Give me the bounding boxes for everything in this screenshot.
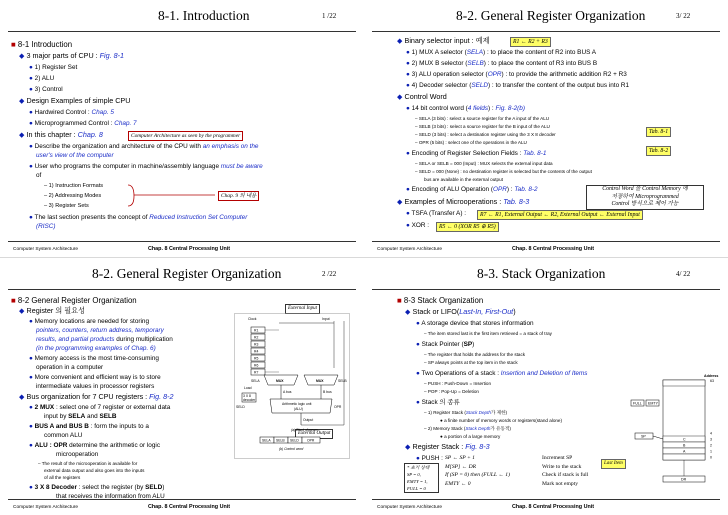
title-rule: [8, 289, 356, 290]
list-item: ● 14 bit control word (4 fields) : Fig. 8-2(b): [406, 105, 525, 112]
sub-sub-item: ● a portion of a large memory: [440, 434, 501, 439]
title-rule: [372, 289, 720, 290]
slide-register-org-3: [364, 0, 728, 257]
svg-text:Clock: Clock: [248, 317, 257, 321]
address-3: 3: [710, 437, 712, 442]
chap9-box: Chap. 9 의 내용: [218, 191, 259, 201]
title-rule: [8, 31, 356, 32]
sub-item: – The item stored last is the first item retrieved = a stack of tray: [424, 331, 552, 336]
external-input-label: External Input: [285, 304, 320, 314]
note-box: Computer Architecture as seen by the programmer: [128, 131, 243, 141]
slide-title: 8-1. Introduction: [158, 8, 250, 23]
sub-item: – 3) Register Sets: [44, 203, 89, 209]
list-item: ● Describe the organization and architecture of the CPU with an emphasis on the: [29, 143, 259, 150]
slide-title: 8-3. Stack Organization: [477, 266, 606, 281]
full-flag: FULL: [633, 401, 642, 406]
slide-introduction: [0, 0, 364, 257]
svg-text:R5: R5: [254, 356, 259, 361]
address-top: 63: [710, 379, 714, 383]
list-item: ● A storage device that stores information: [416, 320, 534, 327]
register-r2: [251, 334, 265, 340]
stack-item-c: C: [683, 437, 686, 442]
list-item: ● Stack Pointer (SP): [416, 341, 475, 348]
address-label: Address: [704, 374, 719, 378]
sub-item: – SELD = 000 (None) : no destination register is selected but the contents of the output: [415, 169, 592, 174]
list-item-continued: (RISC): [36, 223, 56, 230]
emty-flag: EMTY: [648, 401, 658, 406]
sub-item: – OPR (5 bits) : select one of the operations in the ALU: [415, 140, 527, 145]
list-item-continued: intermediate values in processor registers: [36, 383, 155, 390]
list-item: ● 3 X 8 Decoder : select the register (by SELD): [29, 484, 165, 491]
sub-item: – 2) Addressing Modes: [44, 193, 102, 199]
svg-text:decoder: decoder: [243, 398, 256, 402]
push-steps: SP ← SP + 1 M[SP] ← DR If (SP = 0) then (FULL ← 1) EMTY ← 0: [445, 455, 510, 487]
slide-title: 8-2. General Register Organization: [92, 266, 282, 281]
register-r5: [251, 355, 265, 361]
list-item: ● User who programs the computer in machine/assembly language must be aware: [29, 163, 263, 170]
sub-item: – The result of the microoperation is available for: [38, 461, 138, 466]
list-item: ● Memory access is the most time-consuming: [29, 355, 159, 362]
list-item: ● The last section presents the concept of Reduced Instruction Set Computer: [29, 214, 248, 221]
svg-text:SELA: SELA: [251, 379, 260, 383]
list-item: ● Encoding of Register Selection Fields : Tab. 8-1: [406, 150, 547, 157]
list-item: ◆ Register Stack : Fig. 8-3: [405, 442, 490, 451]
title-rule: [372, 31, 720, 32]
dr-register: DR: [681, 477, 687, 482]
sub-item: – SP always points at the top item in the stack: [424, 360, 518, 365]
footer-rule: [8, 241, 356, 242]
footer-center: Chap. 8 Central Processing Unit: [512, 246, 595, 252]
sub-item: – PUSH : Push-Down = Insertion: [424, 381, 492, 386]
address-4: 4: [710, 431, 712, 436]
list-item-continued: common ALU: [44, 432, 83, 439]
footer-left: Computer System Architecture: [13, 247, 79, 252]
svg-text:MUX: MUX: [316, 379, 324, 383]
footer-rule: [8, 499, 356, 500]
svg-text:(b) Control word: (b) Control word: [279, 447, 304, 451]
svg-text:Arithmetic logic unit: Arithmetic logic unit: [282, 402, 312, 406]
address-0: 0: [710, 455, 712, 460]
slide-title: 8-2. General Register Organization: [456, 8, 646, 23]
stack-item-a: A: [683, 449, 686, 454]
svg-text:MUX: MUX: [276, 379, 284, 383]
list-item: ● BUS A and BUS B : form the inputs to a: [29, 423, 149, 430]
list-item: ● Encoding of ALU Operation (OPR) : Tab. 8-2: [406, 186, 538, 193]
sub-item-continued: external data output and also goes into the inputs: [44, 468, 145, 473]
list-item: ● TSFA (Transfer A) :: [406, 210, 466, 217]
footer-left: Computer System Architecture: [13, 505, 79, 510]
register-stack-diagram: [599, 370, 724, 500]
svg-text:Load: Load: [244, 386, 252, 390]
svg-text:OPR: OPR: [334, 405, 342, 409]
footer-rule: [372, 499, 720, 500]
sub-item: – SELB (3 bits) : select a source register for the B input of the ALU: [415, 124, 550, 129]
xor-formula: R5 ← 0 (XOR R5 ⊕ R5): [436, 222, 499, 232]
list-item: ◆ In this chapter : Chap. 8: [19, 130, 103, 139]
sub-item-continued: bus are available in the external output: [424, 177, 503, 182]
external-output-label: External Output: [295, 429, 333, 439]
svg-text:OPR: OPR: [307, 438, 315, 443]
svg-text:SELD: SELD: [236, 405, 245, 409]
svg-text:Output: Output: [303, 418, 314, 422]
list-item: ◆ Register 의 필요성: [19, 306, 86, 315]
list-item: ● 3) Control: [29, 86, 63, 93]
sp-register: SP: [641, 434, 646, 439]
list-item: ● 4) Decoder selector (SELD) : to transfer the content of the output bus into R1: [406, 82, 630, 89]
svg-text:A bus: A bus: [283, 390, 292, 394]
svg-text:R6: R6: [254, 363, 259, 368]
list-item-continued: microoperation: [56, 451, 99, 458]
list-item-continued: input by SELA and SELB: [44, 413, 117, 420]
tab82-box: Tab. 8-2: [646, 146, 671, 156]
bus-organization-diagram: [234, 313, 350, 473]
list-item: ● 2) ALU: [29, 75, 55, 82]
list-item-continued: pointers, counters, return address, temporary: [36, 327, 164, 334]
list-item: ◆ Examples of Microoperations : Tab. 8-3: [397, 197, 530, 206]
svg-text:R7: R7: [254, 370, 259, 375]
heading-item: ■ 8-2 General Register Organization: [11, 296, 137, 305]
svg-text:B bus: B bus: [323, 390, 332, 394]
svg-text:SELD: SELD: [290, 438, 299, 443]
sub-item: – The register that holds the address for the stack: [424, 352, 526, 357]
list-item: ◆ Design Examples of simple CPU: [19, 96, 131, 105]
sub-sub-item: ● a finite number of memory words or registers(stand alone): [440, 418, 563, 423]
list-item: ● 2) MUX B selector (SELB) : to place the content of R3 into BUS B: [406, 60, 598, 67]
footer-rule: [372, 241, 720, 242]
list-item-continued: operation in a computer: [36, 364, 104, 371]
list-item: ◆ Control Word: [397, 92, 447, 101]
list-item: ◆ Binary selector input : 예제: [397, 36, 490, 45]
address-1: 1: [710, 449, 712, 454]
list-item: ● Microprogrammed Control : Chap. 7: [29, 120, 137, 127]
push-notes: Increment SP Write to the stack Check if stack is full Mark not empty: [542, 455, 589, 487]
control-word-fields: [260, 437, 320, 443]
slide-register-org-2: [0, 258, 364, 515]
heading-item: ■ 8-3 Stack Organization: [397, 296, 484, 305]
list-item: ● More convenient and efficient way is to store: [29, 374, 161, 381]
svg-text:(ALU): (ALU): [294, 407, 303, 411]
svg-text:(a) Block diagram: (a) Block diagram: [291, 428, 318, 432]
heading-item: ■ 8-1 Introduction: [11, 40, 73, 49]
sub-item: – POP : Pop-Up = Deletion: [424, 389, 479, 394]
register-r3: [251, 341, 265, 347]
list-item-continued: (in the programming examples of Chap. 6): [36, 345, 156, 352]
list-item: ● Memory locations are needed for storing: [29, 318, 150, 325]
sub-item-continued: of all the registers: [44, 475, 81, 480]
list-item: ● 1) MUX A selector (SELA) : to place the content of R2 into BUS A: [406, 49, 597, 56]
list-item: ● PUSH :: [416, 455, 443, 462]
slide-stack-organization: [364, 258, 728, 515]
page-number: 1 /22: [322, 12, 337, 20]
list-item-continued: that receives the information from ALU: [56, 493, 165, 500]
svg-text:SELA: SELA: [262, 438, 271, 443]
svg-text:R3: R3: [254, 342, 259, 347]
stack-item-b: B: [683, 443, 686, 448]
svg-text:SELB: SELB: [338, 379, 347, 383]
svg-text:3 X 8: 3 X 8: [243, 394, 251, 398]
register-r1: [251, 327, 265, 333]
list-item: ● 1) Register Set: [29, 64, 78, 71]
svg-text:R1: R1: [254, 328, 259, 333]
sub-item: – SELD (3 bits) : select a destination register using the 3 X 8 decoder: [415, 132, 556, 137]
control-memory-box: Control Word 을 Control Memory 에 저장하여 Microprogrammed Control 방식으로 제어 가능: [586, 185, 704, 210]
sub-item: – 1) Instruction Formats: [44, 183, 104, 189]
page-number: 2 /22: [322, 270, 337, 278]
list-item-continued: results, and partial products during multiplication: [36, 336, 173, 343]
svg-text:Input: Input: [322, 317, 330, 321]
list-item: ● XOR :: [406, 222, 430, 229]
svg-text:SELB: SELB: [276, 438, 285, 443]
list-item-continued: user's view of the computer: [36, 152, 114, 159]
list-item: ◆ Bus organization for 7 CPU registers : Fig. 8-2: [19, 392, 174, 401]
list-item: ● 3) ALU operation selector (OPR) : to provide the arithmetic addition R2 + R3: [406, 71, 627, 78]
list-item: ● ALU : OPR determine the arithmetic or logic: [29, 442, 161, 449]
list-item: ● Two Operations of a stack : Insertion and Deletion of Items: [416, 370, 588, 377]
list-item: ● Stack 의 종류: [416, 399, 460, 406]
last-item-box: Last Item: [601, 459, 626, 469]
list-item: ◆ Stack or LIFO(Last-In, First-Out): [405, 307, 516, 316]
formula-box: R1 ← R2 + R3: [510, 37, 551, 47]
list-item: ● Hardwired Control : Chap. 5: [29, 109, 114, 116]
sub-item: – SELA or SELB = 000 (Input) : MUX selects the external input data: [415, 161, 553, 166]
sub-item: – 2) Memory Stack (Stack Depth가 유동적): [424, 426, 511, 431]
list-item: ◆ 3 major parts of CPU : Fig. 8-1: [19, 51, 125, 60]
svg-text:R2: R2: [254, 335, 259, 340]
register-r4: [251, 348, 265, 354]
tsfa-formula: R7 ← R1, External Output ← R2, External Output ← External Input: [477, 210, 643, 220]
page-number: 4/ 22: [676, 270, 691, 278]
list-item: ● 2 MUX : select one of 7 register or external data: [29, 404, 171, 411]
register-r6: [251, 362, 265, 368]
register-r7: [251, 369, 265, 375]
page-number: 3/ 22: [676, 12, 691, 20]
list-item-continued: of: [36, 172, 42, 179]
footer-left: Computer System Architecture: [377, 505, 443, 510]
footer-center: Chap. 8 Central Processing Unit: [148, 504, 231, 510]
footer-center: Chap. 8 Central Processing Unit: [148, 246, 231, 252]
initial-state-box: * 초기 상태 SP = 0, EMTY = 1, FULL = 0: [404, 463, 439, 493]
sub-item: – SELA (3 bits) : select a source register for the A input of the ALU: [415, 116, 550, 121]
svg-text:R4: R4: [254, 349, 259, 354]
footer-center: Chap. 8 Central Processing Unit: [512, 504, 595, 510]
sub-item: – 1) Register Stack (Stack Depth가 제한): [424, 410, 508, 415]
address-2: 2: [710, 443, 712, 448]
footer-left: Computer System Architecture: [377, 247, 443, 252]
tab81-box: Tab. 8-1: [646, 127, 671, 137]
